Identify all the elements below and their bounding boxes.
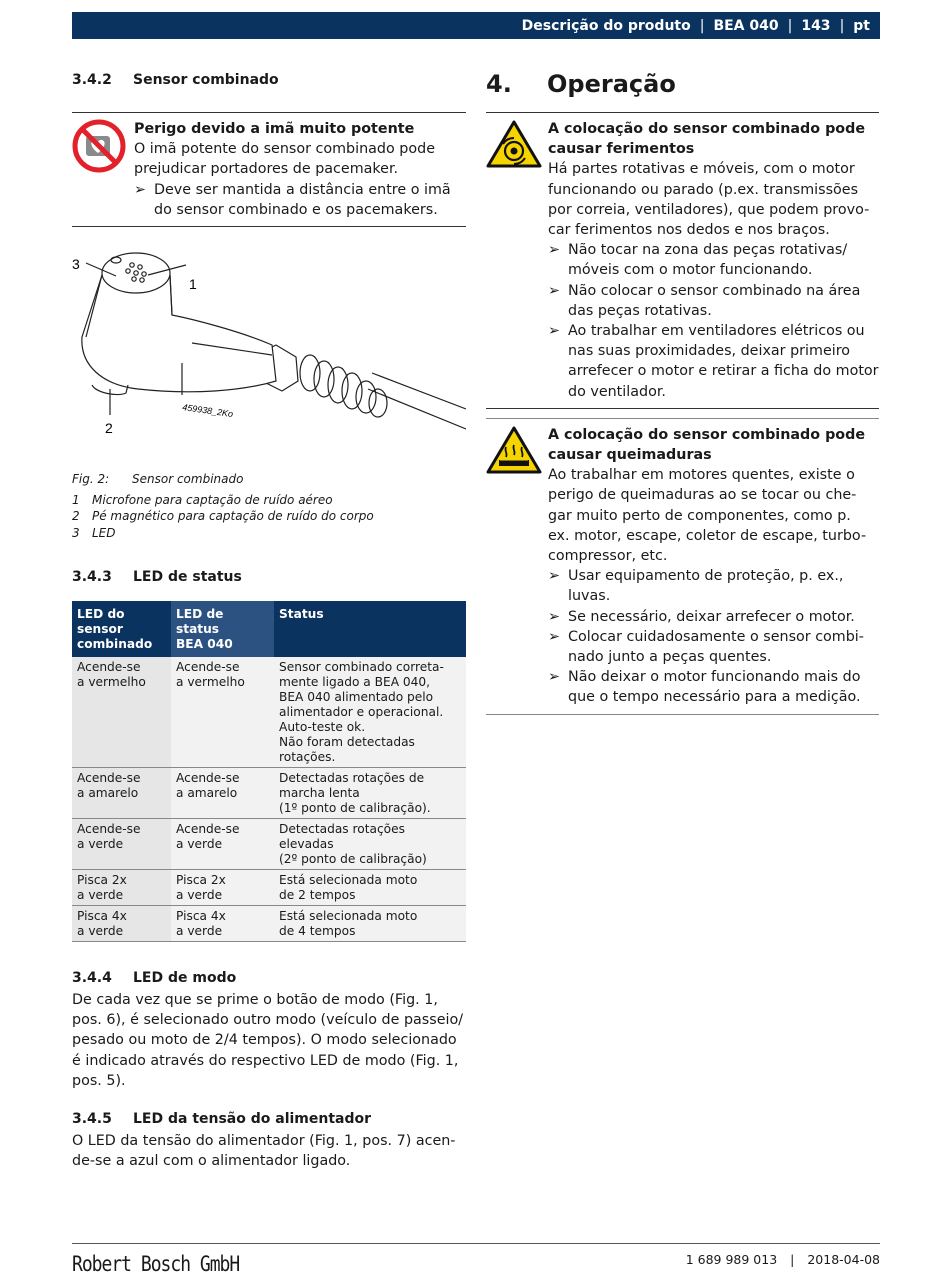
table-cell: Detectadas rotações elevadas (2º ponto de calibração) [274, 819, 466, 870]
injury-warning: A colocação do sensor combinado pode causar ferimentos Há partes rotativas e móveis, com o motor funcionando ou parado (p.ex. transmissões por correia, ventiladores), que podem provo- car ferimentos nos dedos e nos braços. ➢ Não tocar na zona das peças rotativas/ móveis com o motor funcionando. ➢ Não colocar o sensor combinado na área das peças rotativas. ➢ Ao trabalhar em ventiladores elétricos ou nas suas proximidades, deixar primeiro arrefecer o motor e retirar a ficha do motor do ventilador. [486, 113, 879, 408]
bullet-arrow-icon: ➢ [548, 628, 560, 645]
document-number: 1 689 989 013 [685, 1252, 778, 1267]
table-row [72, 819, 466, 870]
table-cell: Acende-se a verde [171, 819, 274, 870]
right-column [486, 64, 879, 715]
page-header: Descrição do produto | BEA 040 | 143 | pt [72, 12, 880, 39]
company-logo: Robert Bosch GmbH [72, 1252, 240, 1277]
bullet-arrow-icon: ➢ [548, 323, 560, 340]
warning-bullet: ➢ Não tocar na zona das peças rotativas/ móveis com o motor funcionando. [548, 240, 879, 280]
bullet-arrow-icon: ➢ [548, 608, 560, 625]
bullet-arrow-icon: ➢ [548, 669, 560, 686]
no-pacemaker-icon [72, 119, 134, 220]
document-date: 2018-04-08 [807, 1252, 880, 1267]
magnet-warning-title: Perigo devido a imã muito potente [134, 121, 415, 137]
table-header-row [72, 601, 466, 657]
table-row [72, 657, 466, 768]
table-cell: Acende-se a vermelho [171, 657, 274, 768]
warning-bullet: ➢ Não deixar o motor funcionando mais do que o tempo necessário para a medição. [548, 667, 866, 707]
table-row [72, 870, 466, 906]
callout-2: 2 [105, 420, 113, 437]
table-cell: Acende-se a vermelho [72, 657, 171, 768]
header-language: pt [853, 17, 870, 34]
section-3-4-5-body: O LED da tensão do alimentador (Fig. 1, pos. 7) acen- de-se a azul com o alimentador ligado. [72, 1133, 456, 1170]
sensor-figure [72, 245, 466, 465]
magnet-warning [72, 113, 466, 226]
callout-3: 3 [72, 256, 80, 273]
left-column [72, 72, 466, 1171]
warning-bullet: ➢ Se necessário, deixar arrefecer o motor. [548, 607, 866, 627]
table-cell: Detectadas rotações de marcha lenta (1º ponto de calibração). [274, 768, 466, 819]
warning-bullet: ➢ Usar equipamento de proteção, p. ex., luvas. [548, 566, 866, 606]
chapter-4-heading: 4. Operação [486, 70, 676, 98]
bullet-arrow-icon: ➢ [548, 568, 560, 585]
warning-bullet: ➢ Ao trabalhar em ventiladores elétricos ou nas suas proximidades, deixar primeiro arrefecer o motor e retirar a ficha do motor do ventilador. [548, 321, 879, 402]
figure-caption [72, 471, 466, 541]
column-header: LED do sensor combinado [72, 601, 171, 657]
column-header: LED de status BEA 040 [171, 601, 274, 657]
column-header: Status [274, 601, 466, 657]
warning-bullet: ➢ Colocar cuidadosamente o sensor combi- nado junto a peças quentes. [548, 627, 866, 667]
table-cell: Pisca 2x a verde [72, 870, 171, 906]
burn-warning: A colocação do sensor combinado pode causar queimaduras Ao trabalhar em motores quentes, existe o perigo de queimaduras ao se tocar ou che- gar muito perto de componentes, como p. ex. motor, escape, coletor de escape, turbo- compressor, etc. ➢ Usar equipamento de proteção, p. ex., luvas. ➢ Se necessário, deixar arrefecer o motor. ➢ Colocar cuidadosamente o sensor combi- nado junto a peças quentes. ➢ Não deixar o motor funcionando mais do que o tempo necessário para a medição. [486, 419, 879, 714]
magnet-warning-text-line: O imã potente do sensor combinado pode [134, 141, 435, 158]
section-3-4-4-heading: 3.4.4 LED de modo [72, 970, 237, 987]
footer-divider [72, 1243, 880, 1244]
table-row [72, 906, 466, 942]
table-cell: Pisca 4x a verde [72, 906, 171, 942]
table-cell: Pisca 4x a verde [171, 906, 274, 942]
figure-title: Sensor combinado [132, 472, 244, 487]
section-3-4-5-heading: 3.4.5 LED da tensão do alimentador [72, 1111, 372, 1128]
legend-item: 3 LED [72, 525, 116, 540]
figure-label: Fig. 2: [72, 472, 110, 487]
magnet-warning-bullet: ➢ Deve ser mantida a distância entre o imã do sensor combinado e os pacemakers. [134, 180, 451, 220]
warning-bullet: ➢ Não colocar o sensor combinado na área das peças rotativas. [548, 281, 879, 321]
table-cell: Acende-se a verde [72, 819, 171, 870]
table-cell: Está selecionada moto de 2 tempos [274, 870, 466, 906]
table-row [72, 768, 466, 819]
section-3-4-4-body: De cada vez que se prime o botão de modo (Fig. 1, pos. 6), é selecionado outro modo (veículo de passeio/ pesado ou moto de 2/4 tempos). O modo selecionado é indicado através do respectivo LED de modo (Fig. 1, pos. 5). [72, 992, 464, 1089]
header-page-number: 143 [801, 17, 831, 34]
callout-1: 1 [189, 276, 197, 293]
legend-item: 1 Microfone para captação de ruído aéreo [72, 492, 333, 507]
section-3-4-3-heading: 3.4.3 LED de status [72, 569, 242, 586]
header-product: BEA 040 [713, 17, 779, 34]
table-cell: Sensor combinado correta- mente ligado a BEA 040, BEA 040 alimentado pelo alimentador e operacional. Auto-teste ok. Não foram detectadas rotações. [274, 657, 466, 768]
table-cell: Está selecionada moto de 4 tempos [274, 906, 466, 942]
hot-surface-warning-icon [486, 425, 548, 708]
table-cell: Acende-se a amarelo [72, 768, 171, 819]
divider [486, 408, 879, 409]
divider [486, 714, 879, 715]
divider [72, 226, 466, 227]
magnet-warning-text-line: prejudicar portadores de pacemaker. [134, 161, 399, 178]
header-section: Descrição do produto [521, 17, 691, 34]
combined-sensor-illustration [72, 245, 466, 465]
table-cell: Acende-se a amarelo [171, 768, 274, 819]
bullet-arrow-icon: ➢ [548, 282, 560, 299]
footer-meta: 1 689 989 013 | 2018-04-08 [685, 1252, 880, 1267]
led-status-table [72, 601, 466, 942]
legend-item: 2 Pé magnético para captação de ruído do corpo [72, 509, 374, 524]
bullet-arrow-icon: ➢ [548, 242, 560, 259]
rotating-parts-warning-icon [486, 119, 548, 402]
section-3-4-2-heading: 3.4.2 Sensor combinado [72, 72, 279, 88]
table-cell: Pisca 2x a verde [171, 870, 274, 906]
figure-code: 459938_2Ko [181, 402, 234, 420]
bullet-arrow-icon: ➢ [134, 181, 146, 198]
